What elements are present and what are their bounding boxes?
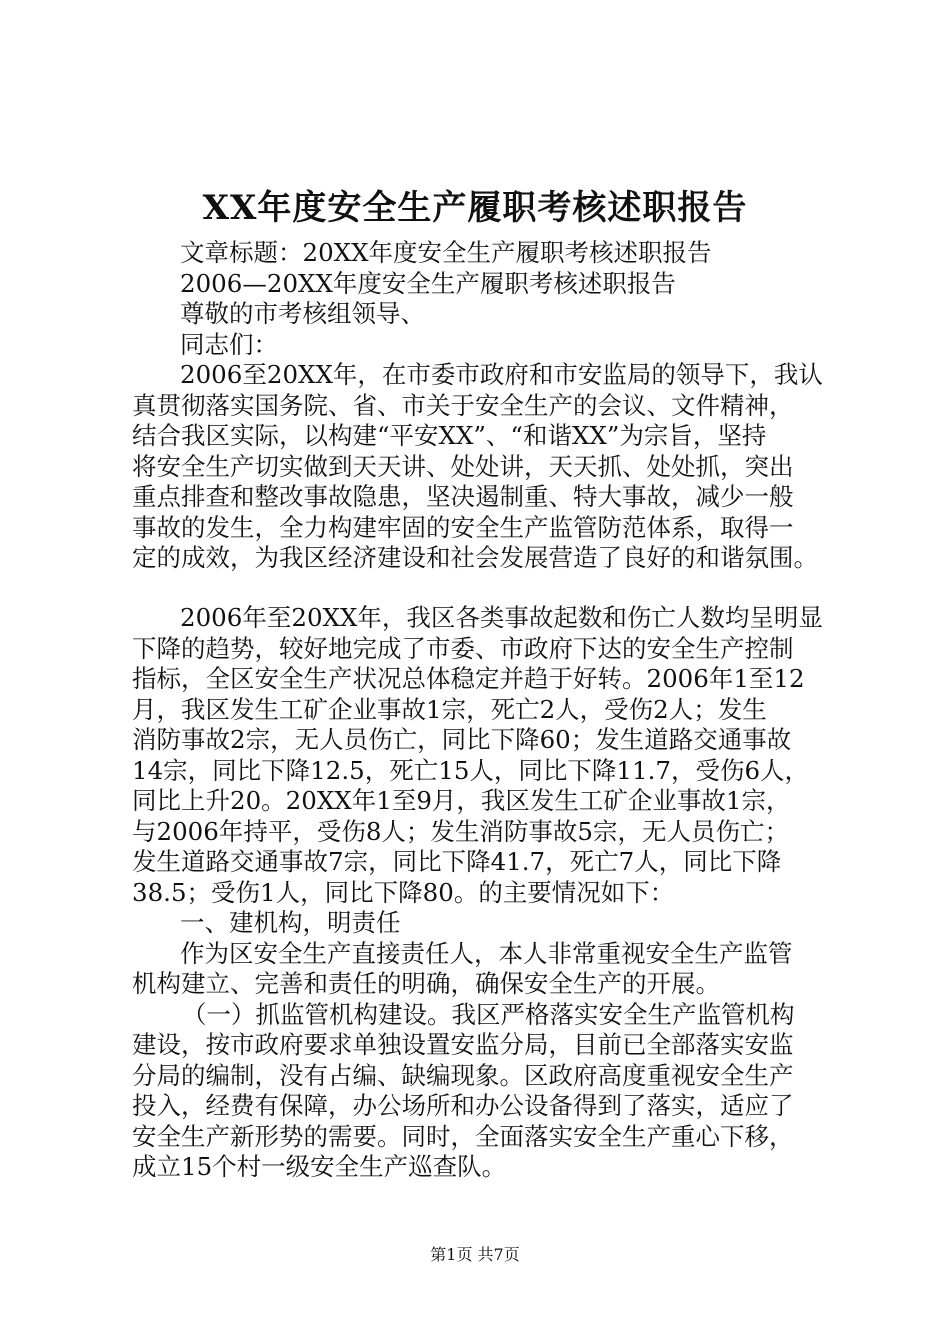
- paragraph-line: 安全生产新形势的需要。同时，全面落实安全生产重心下移，: [132, 1121, 794, 1151]
- section-1: [132, 908, 837, 1183]
- paragraph-line: 14宗，同比下降12.5，死亡15人，同比下降11.7，受伤6人，: [132, 755, 810, 785]
- paragraph-line: 与2006年持平，受伤8人；发生消防事故5宗，无人员伤亡；: [132, 816, 790, 846]
- paragraph-line: 下降的趋势，较好地完成了市委、市政府下达的安全生产控制: [132, 633, 794, 663]
- paragraph-line: 成立15个村一级安全生产巡查队。: [132, 1152, 507, 1181]
- paragraph-line: 同比上升20。20XX年1至9月，我区发生工矿企业事故1宗，: [132, 786, 791, 815]
- paragraph-line: 2006年至20XX年，我区各类事故起数和伤亡人数均呈明显: [180, 603, 823, 632]
- paragraph-line: 将安全生产切实做到天天讲、处处讲，天天抓、处处抓，突出: [132, 451, 794, 481]
- document-title: XX年度安全生产履职考核述职报告: [202, 188, 748, 228]
- paragraph-2: [132, 603, 837, 908]
- paragraph-line: 消防事故2宗，无人员伤亡，同比下降60；发生道路交通事故: [132, 725, 792, 754]
- paragraph-line: 投入，经费有保障，办公场所和办公设备得到了落实，适应了: [132, 1091, 794, 1120]
- paragraph-line: 定的成效，为我区经济建设和社会发展营造了良好的和谐氛围。: [132, 543, 818, 572]
- salutation-line: 尊敬的市考核组领导、: [180, 299, 425, 328]
- paragraph-line: 作为区安全生产直接责任人，本人非常重视安全生产监管: [180, 938, 793, 968]
- article-title-line: 文章标题：20XX年度安全生产履职考核述职报告: [180, 238, 712, 267]
- paragraph-line: 发生道路交通事故7宗，同比下降41.7，死亡7人，同比下降: [132, 847, 782, 876]
- paragraph-line: 建设，按市政府要求单独设置安监分局，目前已全部落实安监: [132, 1030, 794, 1059]
- paragraph-line: 分局的编制，没有占编、缺编现象。区政府高度重视安全生产: [132, 1060, 794, 1090]
- paragraph-line: 月，我区发生工矿企业事故1宗，死亡2人，受伤2人；发生: [132, 694, 767, 724]
- paragraph-line: 重点排查和整改事故隐患，坚决遏制重、特大事故，减少一般: [132, 482, 794, 511]
- paragraph-line: 真贯彻落实国务院、省、市关于安全生产的会议、文件精神，: [132, 390, 794, 420]
- paragraph-line: 38.5；受伤1人，同比下降80。的主要情况如下：: [132, 877, 675, 907]
- section-heading: 一、建机构，明责任: [180, 908, 401, 937]
- paragraph-line: 机构建立、完善和责任的明确，确保安全生产的开展。: [132, 969, 720, 998]
- paragraph-line: 2006至20XX年，在市委市政府和市安监局的领导下，我认: [180, 360, 823, 389]
- paragraph-1: [132, 360, 837, 574]
- header-lines: [132, 238, 837, 360]
- report-subtitle-line: 2006—20XX年度安全生产履职考核述职报告: [180, 268, 676, 298]
- paragraph-line: （一）抓监管机构建设。我区严格落实安全生产监管机构: [182, 999, 795, 1029]
- salutation-line-2: 同志们：: [180, 329, 278, 359]
- paragraph-line: 指标，全区安全生产状况总体稳定并趋于好转。2006年1至12: [132, 664, 805, 693]
- paragraph-line: 事故的发生，全力构建牢固的安全生产监管防范体系，取得一: [132, 512, 794, 542]
- paragraph-line: 结合我区实际，以构建“平安XX”、“和谐XX”为宗旨，坚持: [132, 421, 767, 450]
- page-footer: 第1页 共7页: [430, 1245, 520, 1264]
